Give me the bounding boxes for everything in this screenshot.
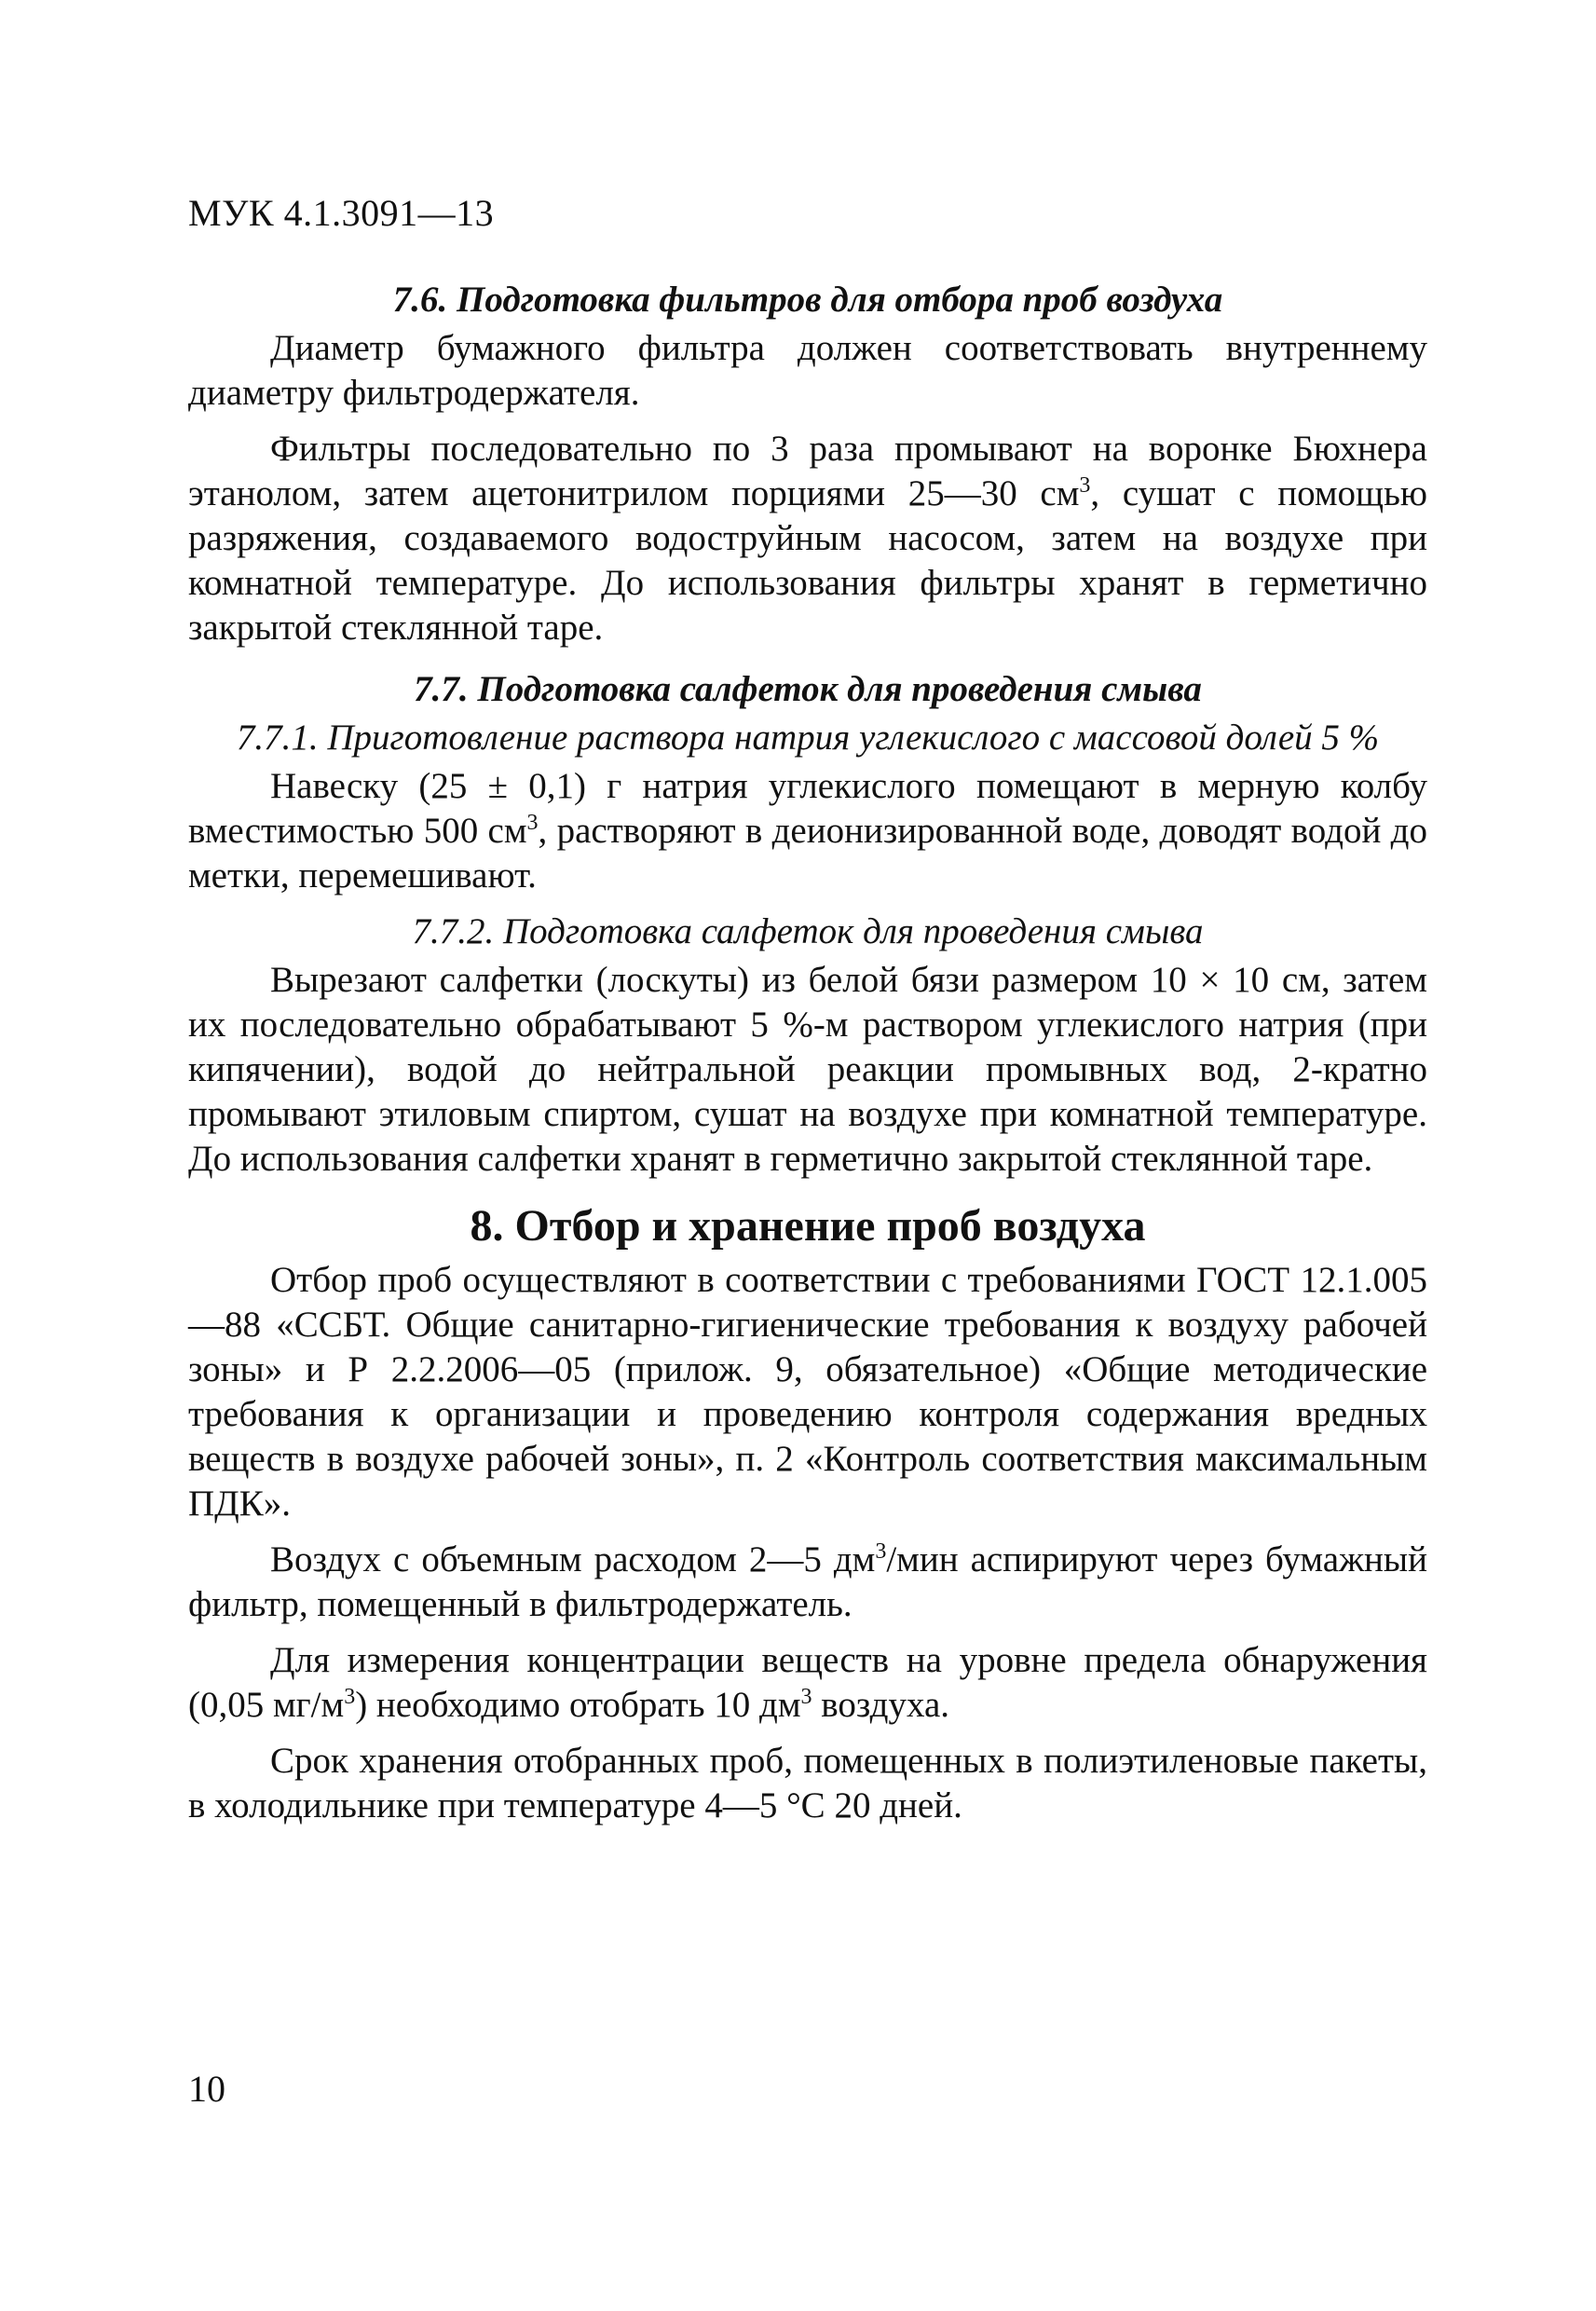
section-8-paragraph-2	[188, 1538, 1427, 1627]
text-run: Для измерения концентрации веществ на уровне предела обнаружения (0,05 мг/м	[188, 1640, 1427, 1725]
text-run: , сушат с помощью разряжения, создаваемого водоструйным насосом, затем на воздухе при комнатной температуре. До использования фильтры хранят в герметично закрытой стеклянной таре.	[188, 473, 1427, 648]
superscript: 3	[800, 1685, 812, 1709]
page-number: 10	[188, 2068, 225, 2110]
text-run: /мин аспирируют через бумажный фильтр, помещенный в фильтродержатель.	[188, 1539, 1427, 1624]
superscript: 3	[875, 1539, 887, 1564]
text-run: Воздух с объемным расходом 2—5 дм	[270, 1539, 876, 1579]
text-run: Фильтры последовательно по 3 раза промывают на воронке Бюхнера этанолом, затем ацетонитрилом порциями 25—30 см	[188, 429, 1427, 513]
section-7-6-title: 7.6. Подготовка фильтров для отбора проб воздуха	[392, 280, 1223, 320]
section-8-title: 8. Отбор и хранение проб воздуха	[470, 1201, 1146, 1251]
text-run: Навеску (25 ± 0,1) г натрия углекислого помещают в мерную колбу вместимостью 500 см	[188, 766, 1427, 851]
section-8-paragraph-3	[188, 1638, 1427, 1728]
superscript: 3	[526, 811, 539, 835]
text-run: ) необходимо отобрать 10 дм	[355, 1685, 801, 1725]
text-run: воздуха.	[812, 1685, 950, 1725]
page-body	[188, 278, 1427, 1839]
section-7-6-paragraph-2	[188, 427, 1427, 650]
section-7-7-1-title: 7.7.1. Приготовление раствора натрия углекислого с массовой долей 5 %	[236, 718, 1380, 758]
superscript: 3	[1079, 473, 1091, 498]
section-7-7-2-title: 7.7.2. Подготовка салфеток для проведения смыва	[412, 911, 1204, 951]
section-7-7-1-paragraph	[188, 764, 1427, 898]
section-7-6-paragraph-1: Диаметр бумажного фильтра должен соответствовать внутреннему диаметру фильтродержателя.	[188, 328, 1427, 413]
superscript: 3	[344, 1685, 356, 1709]
section-7-7-2-paragraph: Вырезают салфетки (лоскуты) из белой бязи размером 10 × 10 см, затем их последовательно обрабатывают 5 %-м раствором углекислого натрия (при кипячении), водой до нейтральной реакции промывных вод, 2-кратно промывают этиловым спиртом, сушат на воздухе при комнатной температуре. До использования салфетки хранят в герметично закрытой стеклянной таре.	[188, 960, 1427, 1179]
document-code: МУК 4.1.3091—13	[188, 192, 495, 234]
section-8-paragraph-4: Срок хранения отобранных проб, помещенных в полиэтиленовые пакеты, в холодильнике при температуре 4—5 °С 20 дней.	[188, 1741, 1427, 1826]
section-8-paragraph-1: Отбор проб осуществляют в соответствии с требованиями ГОСТ 12.1.005—88 «ССБТ. Общие санитарно-гигиенические требования к воздуху рабочей зоны» и Р 2.2.2006—05 (прилож. 9, обязательное) «Общие методические требования к организации и проведению контроля содержания вредных веществ в воздухе рабочей зоны», п. 2 «Контроль соответствия максимальным ПДК».	[188, 1260, 1427, 1524]
section-7-7-title: 7.7. Подготовка салфеток для проведения смыва	[414, 669, 1202, 709]
text-run: , растворяют в деионизированной воде, доводят водой до метки, перемешивают.	[188, 811, 1427, 896]
